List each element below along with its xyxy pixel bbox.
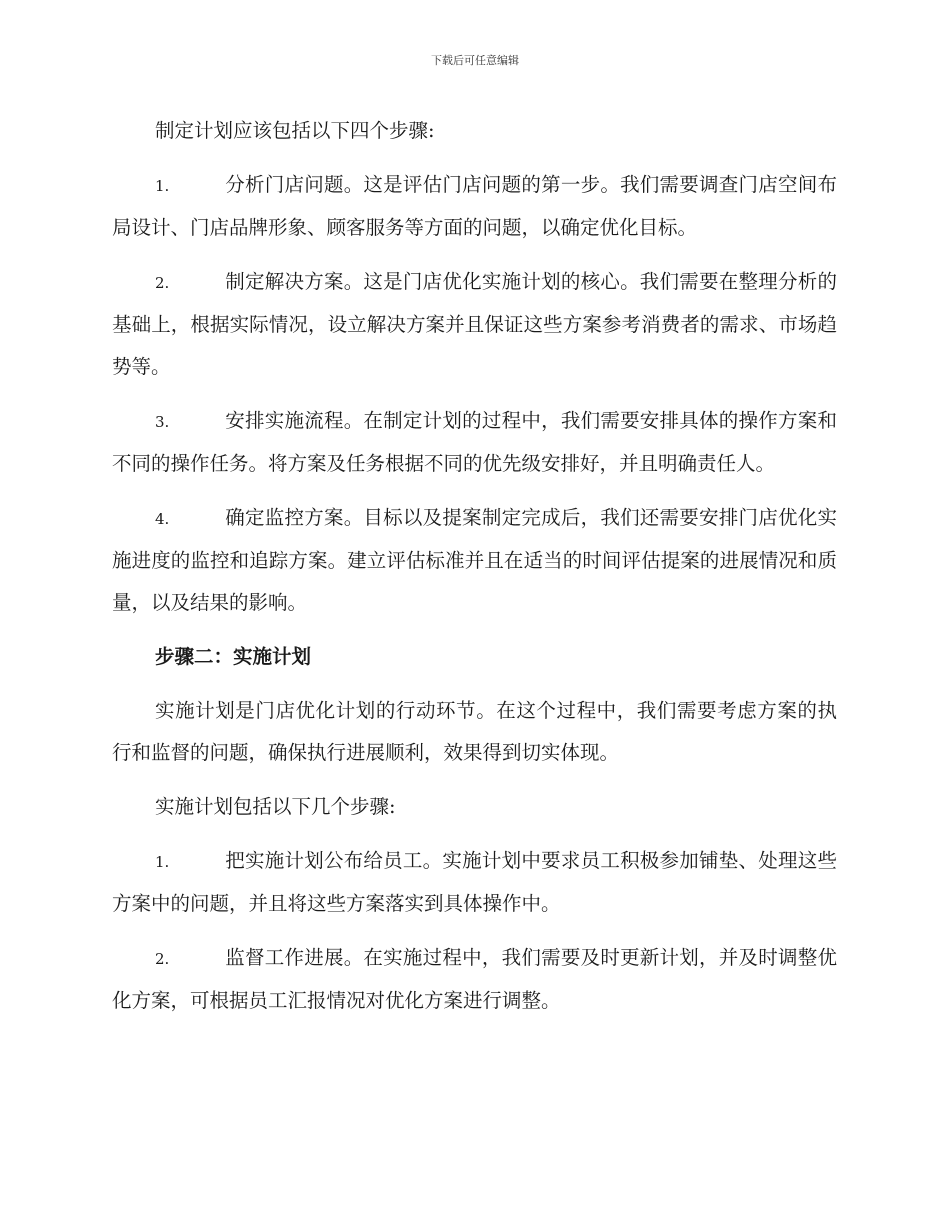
plan-intro-paragraph: 制定计划应该包括以下四个步骤: [155,119,435,142]
list-number: 2. [155,950,170,968]
plan-step-2 [112,261,837,388]
list-item-text: 分析门店问题。这是评估门店问题的第一步。我们需要调查门店空间布局设计、门店品牌形象、顾客服务等方面的问题，以确定优化目标。 [112,173,837,239]
list-number: 4. [155,510,170,528]
implement-step-2 [112,937,837,1022]
implement-step-1 [112,840,837,925]
plan-step-4 [112,497,837,624]
list-number: 3. [155,413,170,431]
list-item-text: 制定解决方案。这是门店优化实施计划的核心。我们需要在整理分析的基础上，根据实际情况，设立解决方案并且保证这些方案参考消费者的需求、市场趋势等。 [112,270,837,378]
list-item-text: 监督工作进展。在实施过程中，我们需要及时更新计划，并及时调整优化方案，可根据员工汇报情况对优化方案进行调整。 [112,946,837,1012]
plan-step-3 [112,400,837,485]
list-item-text: 把实施计划公布给员工。实施计划中要求员工积极参加铺垫、处理这些方案中的问题，并且将这些方案落实到具体操作中。 [112,849,837,915]
section-intro-paragraph: 实施计划是门店优化计划的行动环节。在这个过程中，我们需要考虑方案的执行和监督的问题，确保执行进展顺利，效果得到切实体现。 [112,699,837,764]
list-number: 1. [155,177,170,195]
list-item-text: 确定监控方案。目标以及提案制定完成后，我们还需要安排门店优化实施进度的监控和追踪方案。建立评估标准并且在适当的时间评估提案的进展情况和质量，以及结果的影响。 [112,506,837,614]
list-number: 1. [155,853,170,871]
document-body [112,110,837,1034]
header-note: 下载后可任意编辑 [431,54,519,67]
implement-intro-paragraph: 实施计划包括以下几个步骤: [155,795,396,818]
list-item-text: 安排实施流程。在制定计划的过程中，我们需要安排具体的操作方案和不同的操作任务。将方案及任务根据不同的优先级安排好，并且明确责任人。 [112,409,837,475]
list-number: 2. [155,274,170,292]
plan-step-1 [112,164,837,249]
section-heading: 步骤二：实施计划 [155,645,312,668]
